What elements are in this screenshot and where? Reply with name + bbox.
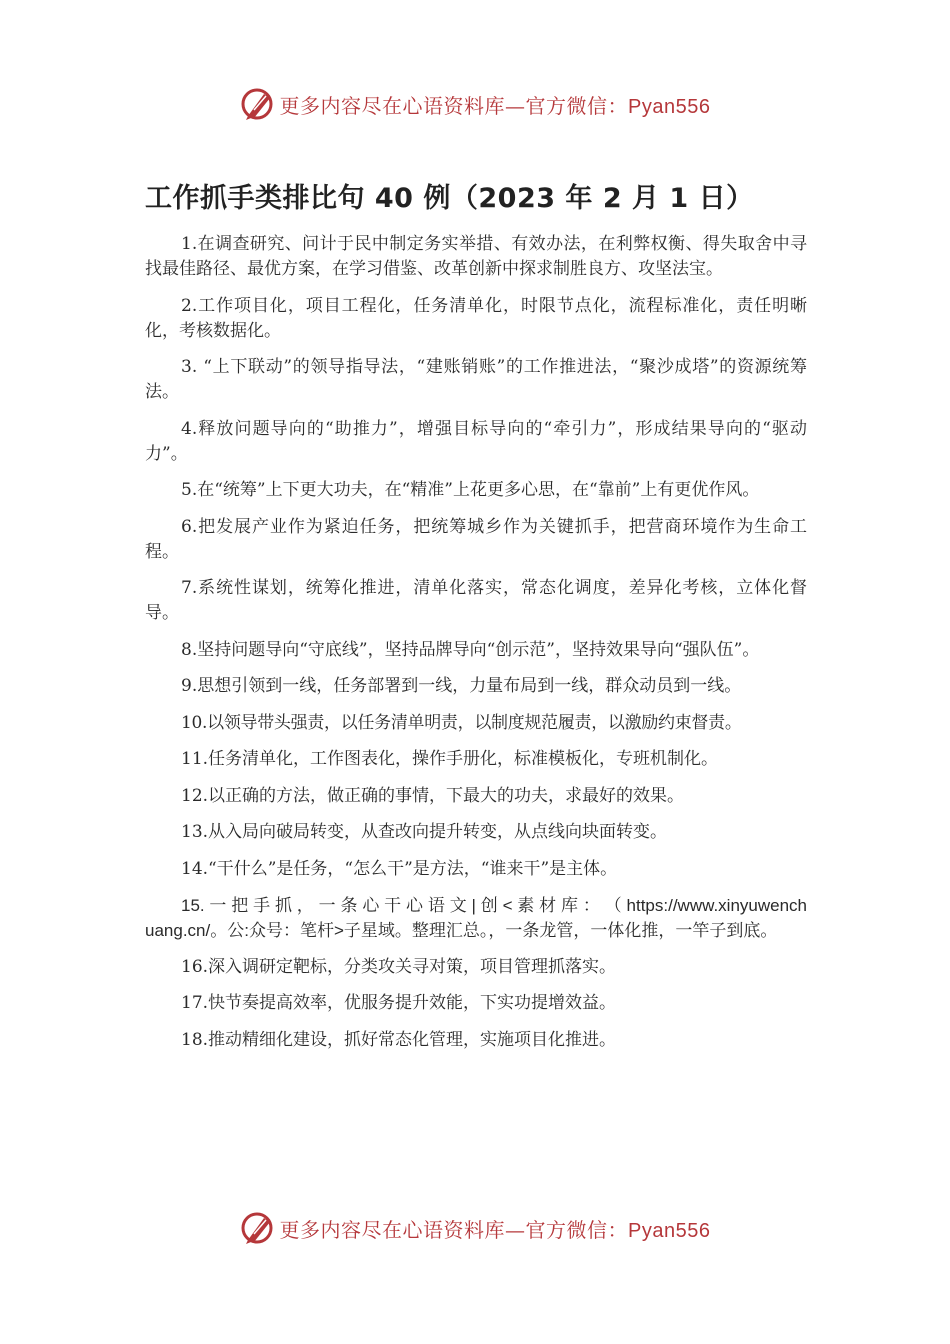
paragraph-6: 6.把发展产业作为紧迫任务，把统筹城乡作为关键抓手，把营商环境作为生命工程。: [145, 516, 807, 562]
pen-logo-icon: [240, 1210, 276, 1246]
paragraph-14: 14.“干什么”是任务，“怎么干”是方法，“谁来干”是主体。: [181, 858, 618, 879]
paragraph-18: 18.推动精细化建设，抓好常态化管理，实施项目化推进。: [181, 1029, 617, 1050]
paragraph-5: 5.在“统筹”上下更大功夫，在“精准”上花更多心思，在“靠前”上有更优作风。: [181, 480, 760, 500]
paragraph-2: 2.工作项目化，项目工程化，任务清单化，时限节点化，流程标准化，责任明晰化，考核数据化。: [145, 295, 807, 341]
footer-wechat-id: Pyan556: [628, 1219, 711, 1242]
header-banner-text: 更多内容尽在心语资料库—官方微信：Pyan556: [279, 93, 711, 118]
document-body: [145, 232, 807, 1064]
header-banner: [0, 84, 950, 124]
paragraph-17: 17.快节奏提高效率，优服务提升效能，下实功提增效益。: [181, 993, 617, 1013]
paragraph-10: 10.以领导带头强责，以任务清单明责，以制度规范履责，以激励约束督责。: [181, 712, 742, 733]
paragraph-11: 11.任务清单化，工作图表化，操作手册化，标准模板化，专班机制化。: [181, 749, 719, 769]
paragraph-15: 15. 一 把 手 抓 ， 一 条 心 干 心 语 文 | 创 < 素 材 库 ： （ https://www.xinyuwenchuang.cn/。公:众号：笔杆>子星域。整理汇总。，一条龙管，一体化推，一竿子到底。: [145, 896, 807, 940]
paragraph-3: 3. “上下联动”的领导指导法，“建账销账”的工作推进法，“聚沙成塔”的资源统筹法。: [145, 357, 807, 402]
paragraph-8: 8.坚持问题导向“守底线”，坚持品牌导向“创示范”，坚持效果导向“强队伍”。: [181, 639, 760, 660]
paragraph-13: 13.从入局向破局转变，从查改向提升转变，从点线向块面转变。: [181, 822, 668, 842]
paragraph-9: 9.思想引领到一线，任务部署到一线，力量布局到一线，群众动员到一线。: [181, 676, 742, 696]
header-wechat-id: Pyan556: [628, 95, 711, 118]
paragraph-12: 12.以正确的方法，做正确的事情，下最大的功夫，求最好的效果。: [181, 785, 685, 806]
paragraph-1: 1.在调查研究、问计于民中制定务实举措、有效办法，在利弊权衡、得失取舍中寻找最佳路径、最优方案，在学习借鉴、改革创新中探求制胜良方、攻坚法宝。: [145, 234, 807, 279]
footer-banner: [0, 1208, 950, 1248]
paragraph-4: 4.释放问题导向的“助推力”，增强目标导向的“牵引力”，形成结果导向的“驱动力”。: [145, 418, 807, 464]
paragraph-16: 16.深入调研定靶标，分类攻关寻对策，项目管理抓落实。: [181, 956, 617, 977]
paragraph-7: 7.系统性谋划，统筹化推进，清单化落实，常态化调度，差异化考核，立体化督导。: [145, 578, 807, 623]
page-title: 工作抓手类排比句 40 例（2023 年 2 月 1 日）: [145, 183, 754, 214]
pen-logo-icon: [240, 86, 276, 122]
footer-banner-text: 更多内容尽在心语资料库—官方微信：Pyan556: [279, 1217, 711, 1242]
